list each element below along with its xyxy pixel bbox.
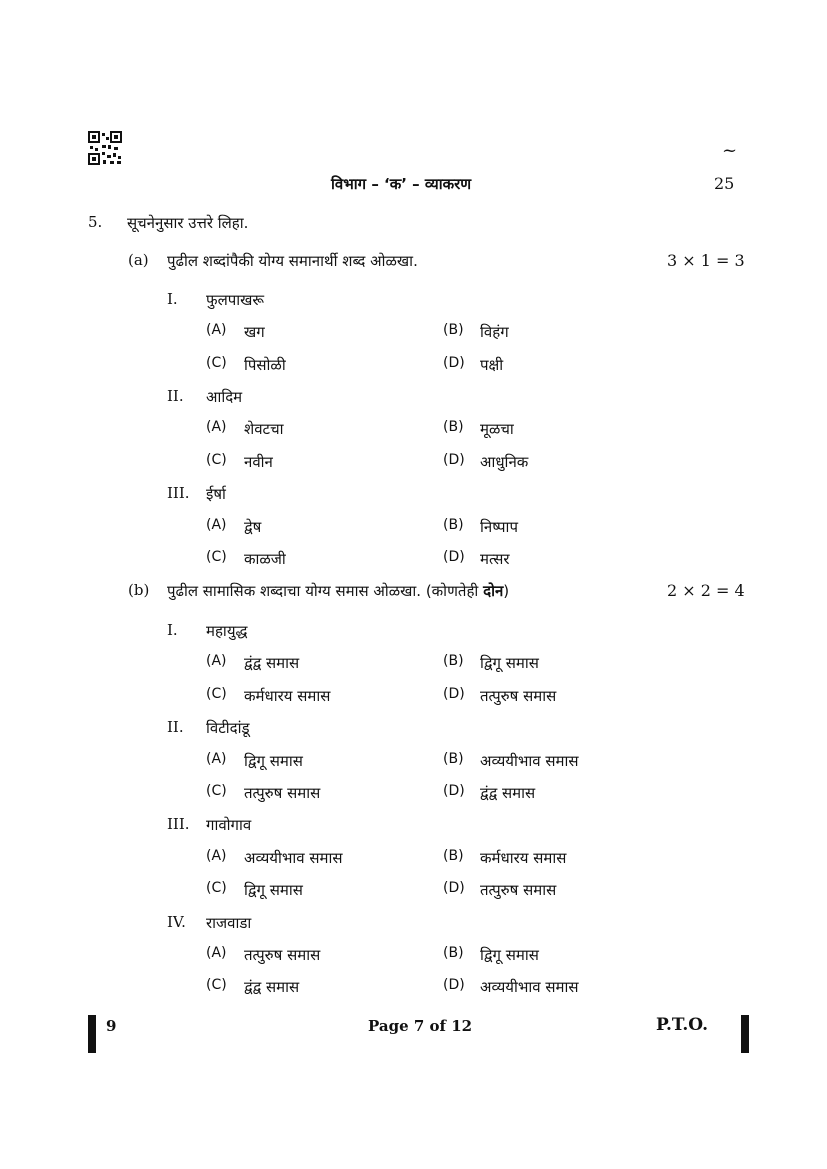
option-key: (D) <box>443 880 465 896</box>
option-text: मूळचा <box>480 420 514 438</box>
part-a-instruction: पुढील शब्दांपैकी योग्य समानार्थी शब्द ओळखा. <box>167 252 418 270</box>
option-text: द्वंद्व समास <box>244 978 300 996</box>
option-key: (A) <box>206 419 227 435</box>
option-text: द्विगू समास <box>244 752 303 770</box>
item-roman: II. <box>167 718 184 736</box>
question-text: सूचनेनुसार उत्तरे लिहा. <box>127 214 249 232</box>
option-text: द्वंद्व समास <box>480 784 536 802</box>
option-text: निष्पाप <box>480 518 518 536</box>
pto-label: P.T.O. <box>656 1015 708 1035</box>
part-b-marks: 2 × 2 = 4 <box>667 581 745 600</box>
item-word: राजवाडा <box>206 914 252 932</box>
option-text: कर्मधारय समास <box>480 849 567 867</box>
option-key: (B) <box>443 751 464 767</box>
option-key: (C) <box>206 686 227 702</box>
question-number: 5. <box>88 213 103 231</box>
option-key: (B) <box>443 653 464 669</box>
option-key: (C) <box>206 355 227 371</box>
option-text: काळजी <box>244 550 286 568</box>
item-roman: III. <box>167 484 190 502</box>
corner-mark: ~ <box>722 140 738 161</box>
part-b-instruction-text: पुढील सामासिक शब्दाचा योग्य समास ओळखा. (कोणतेही <box>167 582 479 600</box>
item-word: फुलपाखरू <box>206 291 265 309</box>
option-text: द्वेष <box>244 518 262 536</box>
footer-code: 9 <box>106 1017 117 1035</box>
item-word: गावोगाव <box>206 816 252 834</box>
part-a-marks: 3 × 1 = 3 <box>667 251 745 270</box>
option-text: आधुनिक <box>480 453 529 471</box>
option-key: (B) <box>443 848 464 864</box>
option-text: तत्पुरुष समास <box>480 687 557 705</box>
part-b-instruction <box>167 581 509 601</box>
part-a-label: (a) <box>128 251 149 269</box>
option-text: मत्सर <box>480 550 510 568</box>
item-roman: I. <box>167 290 178 308</box>
option-text: द्विगू समास <box>244 881 303 899</box>
option-key: (D) <box>443 549 465 565</box>
part-b-label: (b) <box>128 581 150 599</box>
option-key: (B) <box>443 419 464 435</box>
item-word: महायुद्ध <box>206 622 248 640</box>
option-key: (C) <box>206 452 227 468</box>
option-text: शेवटचा <box>244 420 284 438</box>
option-text: अव्ययीभाव समास <box>480 752 579 770</box>
option-text: कर्मधारय समास <box>244 687 331 705</box>
option-key: (B) <box>443 945 464 961</box>
option-text: अव्ययीभाव समास <box>480 978 579 996</box>
option-text: तत्पुरुष समास <box>244 784 321 802</box>
option-key: (D) <box>443 686 465 702</box>
option-text: द्विगू समास <box>480 654 539 672</box>
part-b-instruction-bold: दोन <box>483 582 504 600</box>
item-word: विटीदांडू <box>206 719 250 737</box>
item-roman: II. <box>167 387 184 405</box>
option-key: (D) <box>443 355 465 371</box>
option-key: (A) <box>206 653 227 669</box>
option-text: खग <box>244 323 265 341</box>
item-roman: IV. <box>167 913 186 931</box>
footer-left-bar <box>88 1015 96 1053</box>
option-text: द्विगू समास <box>480 946 539 964</box>
footer-right-bar <box>741 1015 749 1053</box>
option-key: (A) <box>206 751 227 767</box>
option-key: (A) <box>206 322 227 338</box>
option-key: (A) <box>206 517 227 533</box>
option-key: (D) <box>443 977 465 993</box>
option-text: अव्ययीभाव समास <box>244 849 343 867</box>
item-roman: I. <box>167 621 178 639</box>
option-text: द्वंद्व समास <box>244 654 300 672</box>
option-text: पक्षी <box>480 356 504 374</box>
option-text: पिसोळी <box>244 356 286 374</box>
option-text: विहंग <box>480 323 509 341</box>
section-title: विभाग – ‘क’ – व्याकरण <box>331 175 472 193</box>
page-number: Page 7 of 12 <box>368 1017 473 1035</box>
section-marks: 25 <box>714 174 735 193</box>
option-key: (C) <box>206 977 227 993</box>
option-text: तत्पुरुष समास <box>480 881 557 899</box>
item-roman: III. <box>167 815 190 833</box>
item-word: आदिम <box>206 388 243 406</box>
option-key: (C) <box>206 880 227 896</box>
option-text: तत्पुरुष समास <box>244 946 321 964</box>
option-key: (A) <box>206 945 227 961</box>
option-text: नवीन <box>244 453 273 471</box>
option-key: (C) <box>206 783 227 799</box>
qr-code-icon <box>88 131 122 165</box>
part-b-instruction-close: ) <box>503 582 510 600</box>
option-key: (B) <box>443 322 464 338</box>
item-word: ईर्षा <box>206 485 226 503</box>
option-key: (C) <box>206 549 227 565</box>
option-key: (A) <box>206 848 227 864</box>
option-key: (D) <box>443 452 465 468</box>
option-key: (B) <box>443 517 464 533</box>
option-key: (D) <box>443 783 465 799</box>
